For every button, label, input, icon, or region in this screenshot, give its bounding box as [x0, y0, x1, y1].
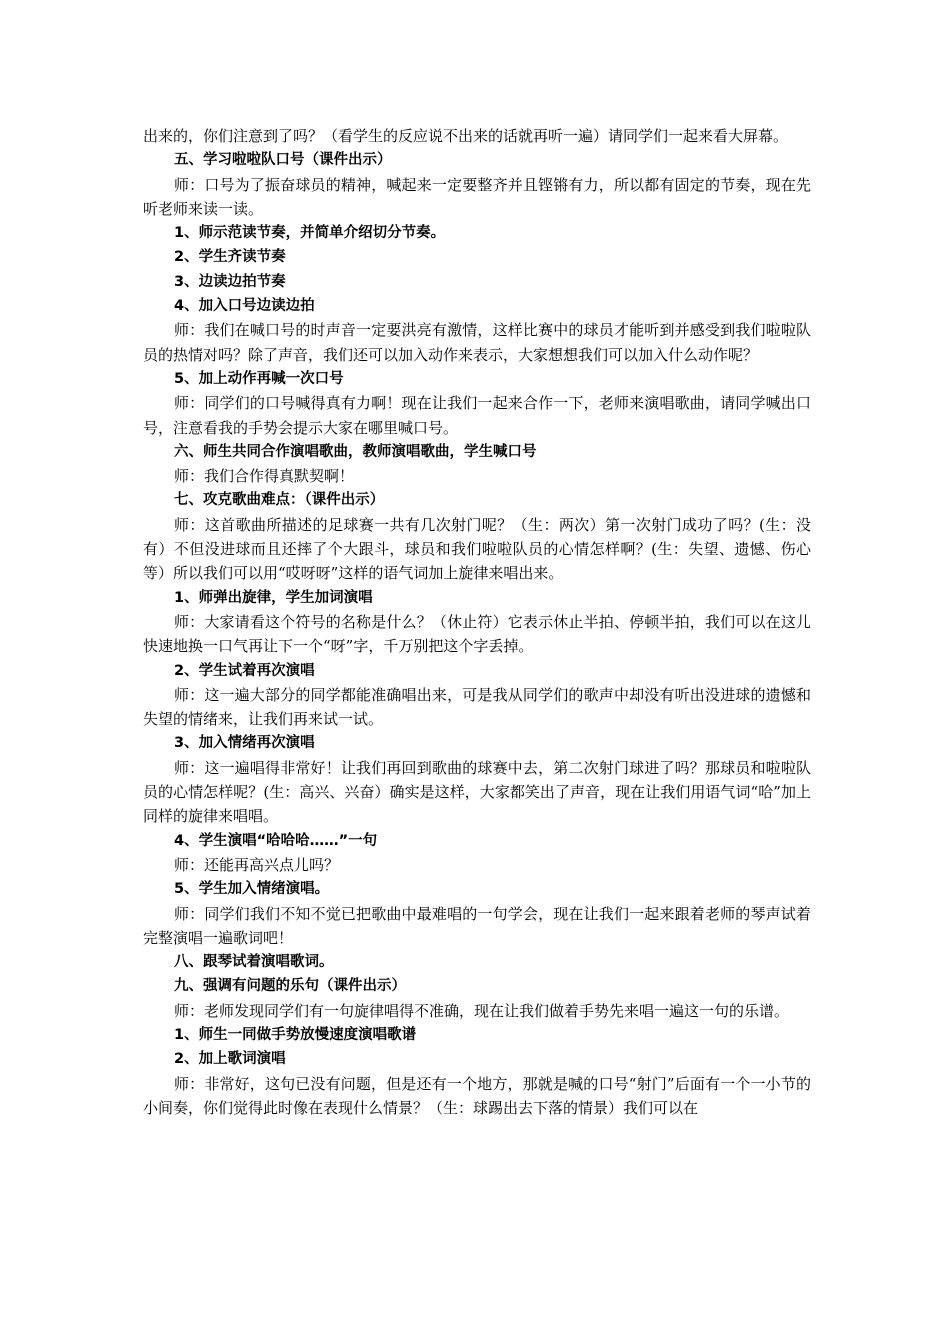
body-paragraph: 师：这一遍唱得非常好！让我们再回到歌曲的球赛中去，第二次射门球进了吗？那球员和啦啦队员的心情怎样呢？(生：高兴、兴奋）确实是这样，大家都笑出了声音，现在让我们用语气词“哈”加上同样的旋律来唱唱。: [143, 758, 811, 826]
body-paragraph: 师：老师发现同学们有一句旋律唱得不准确，现在让我们做着手势先来唱一遍这一句的乐谱。: [174, 1001, 790, 1020]
section-heading: 4、加入口号边读边拍: [174, 298, 315, 315]
body-paragraph: 师：口号为了振奋球员的精神，喊起来一定要整齐并且铿锵有力，所以都有固定的节奏，现在先听老师来读一读。: [143, 175, 811, 218]
section-heading: 5、学生加入情绪演唱。: [174, 881, 330, 898]
body-paragraph: 师：还能再高兴点儿吗？: [174, 855, 340, 874]
section-heading: 2、学生齐读节奏: [174, 249, 286, 266]
section-heading: 3、边读边拍节奏: [174, 273, 286, 290]
section-heading: 1、师生一同做手势放慢速度演唱歌谱: [174, 1026, 417, 1043]
section-heading: 九、强调有问题的乐句（课件出示）: [174, 978, 406, 995]
body-paragraph: 师：大家请看这个符号的名称是什么？（休止符）它表示休止半拍、停顿半拍，我们可以在这儿快速地换一口气再让下一个“呀”字，千万别把这个字丢掉。: [143, 612, 811, 656]
section-heading: 八、跟琴试着演唱歌词。: [174, 954, 334, 971]
document-body: [143, 124, 811, 1120]
body-paragraph: 师：我们在喊口号的时声音一定要洪亮有激情，这样比赛中的球员才能听到并感受到我们啦啦队员的热情对吗？除了声音，我们还可以加入动作来表示，大家想想我们可以加入什么动作呢？: [143, 321, 811, 364]
body-paragraph: 出来的，你们注意到了吗？（看学生的反应说不出来的话就再听一遍）请同学们一起来看大屏幕。: [143, 127, 789, 145]
section-heading: 2、学生试着再次演唱: [174, 662, 315, 679]
body-paragraph: 师：我们合作得真默契啊！: [174, 467, 355, 486]
section-heading: 5、加上动作再喊一次口号: [174, 370, 344, 387]
body-paragraph: 师：同学们我们不知不觉已把歌曲中最难唱的一句学会，现在让我们一起来跟着老师的琴声试着完整演唱一遍歌词吧！: [143, 904, 811, 947]
section-heading: 2、加上歌词演唱: [174, 1051, 286, 1068]
body-paragraph: 师：这首歌曲所描述的足球赛一共有几次射门呢？（生：两次）第一次射门成功了吗？(生：没有）不但没进球而且还摔了个大跟斗，球员和我们啦啦队员的心情怎样啊？(生：失望、遗憾、伤心等）所以我们可以用“哎呀呀”这样的语气词加上旋律来唱出来。: [143, 515, 811, 583]
section-heading: 五、学习啦啦队口号（课件出示）: [174, 152, 392, 169]
section-heading: 1、师弹出旋律，学生加词演唱: [174, 589, 373, 606]
section-heading: 1、师示范读节奏，并简单介绍切分节奏。: [174, 225, 446, 242]
section-heading: 七、攻克歌曲难点：（课件出示）: [174, 492, 385, 509]
section-heading: 六、师生共同合作演唱歌曲，教师演唱歌曲，学生喊口号: [174, 443, 537, 460]
section-heading: 4、学生演唱“哈哈哈……”一句: [174, 832, 378, 849]
body-paragraph: 师：非常好，这句已没有问题，但是还有一个地方，那就是喊的口号“射门”后面有一个一小节的小间奏，你们觉得此时像在表现什么情景？（生：球踢出去下落的情景）我们可以在: [143, 1074, 811, 1117]
section-heading: 3、加入情绪再次演唱: [174, 735, 315, 752]
body-paragraph: 师：这一遍大部分的同学都能准确唱出来，可是我从同学们的歌声中却没有听出没进球的遗憾和失望的情绪来，让我们再来试一试。: [143, 685, 811, 729]
body-paragraph: 师：同学们的口号喊得真有力啊！现在让我们一起来合作一下，老师来演唱歌曲，请同学喊出口号，注意看我的手势会提示大家在哪里喊口号。: [143, 394, 811, 437]
